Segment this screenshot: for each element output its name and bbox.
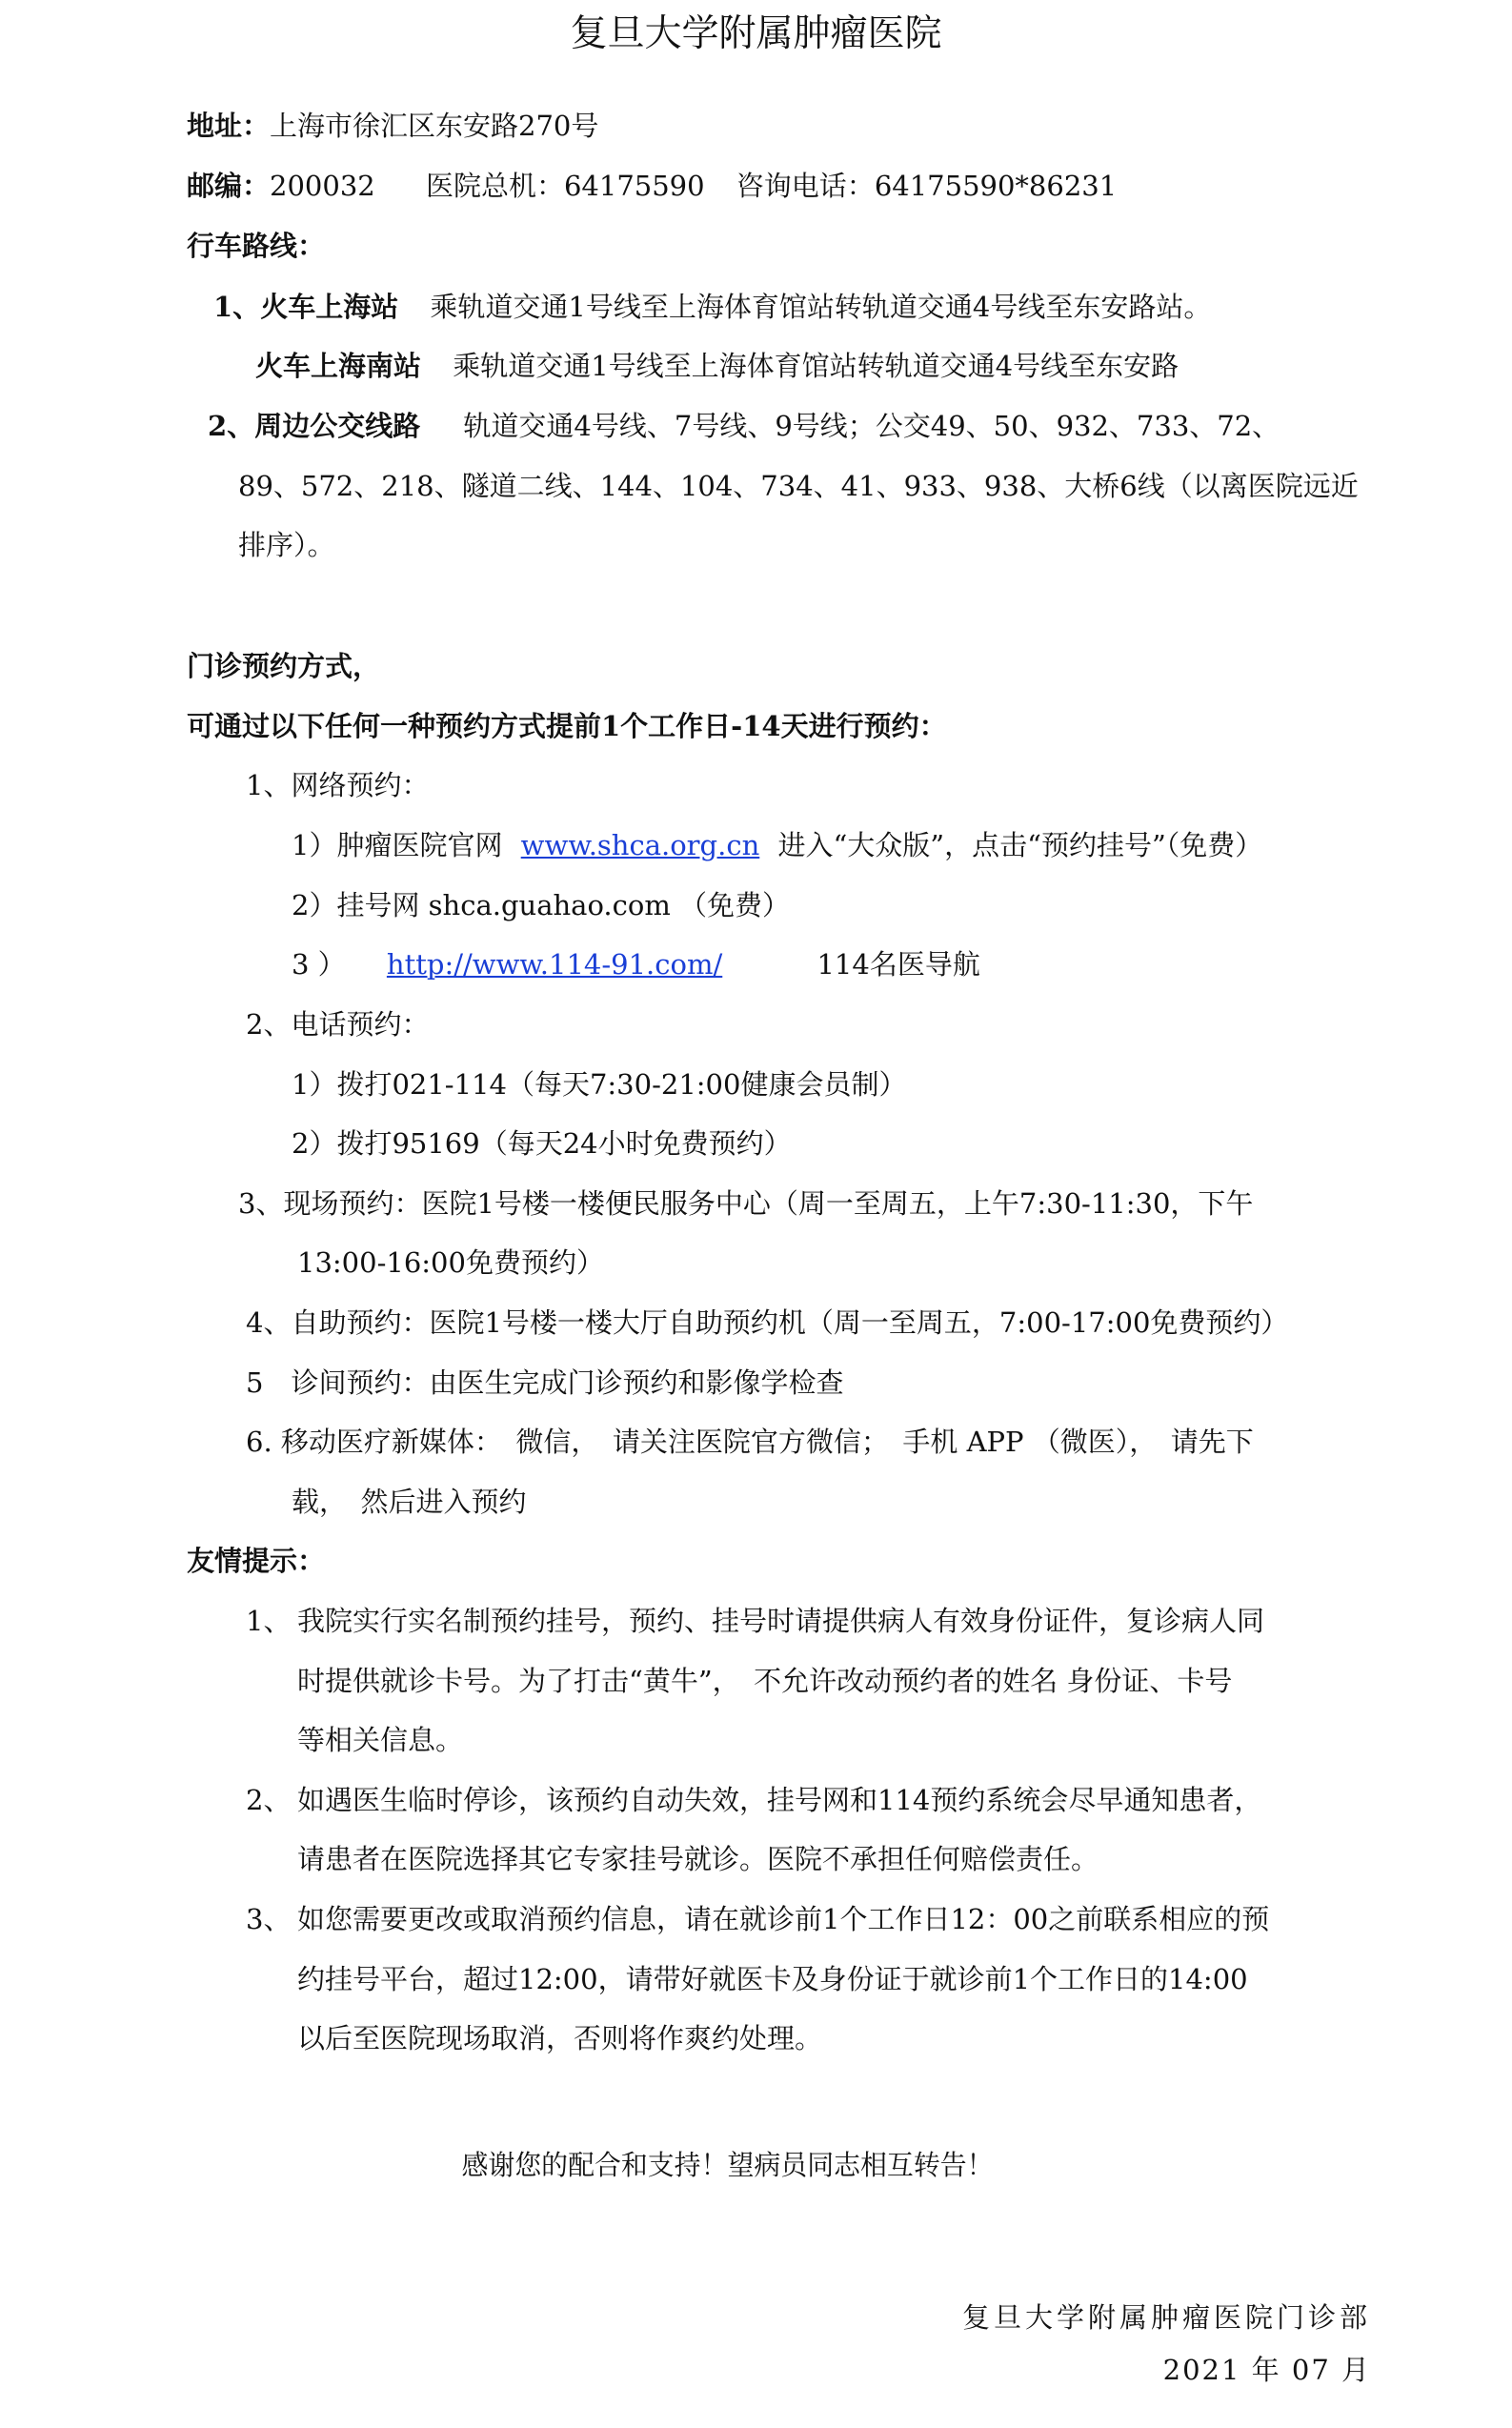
route-item-2-line1: 轨道交通4号线、7号线、9号线；公交49、50、932、733、72、 [463,410,1280,442]
booking-subheading: 可通过以下任何一种预约方式提前1个工作日-14天进行预约： [187,710,947,742]
address-label: 地址： [187,110,271,142]
hotline-value: 64175590*86231 [874,170,1118,202]
online-booking-title: 1、网络预约： [246,769,430,801]
route-item-1b-text: 乘轨道交通1号线至上海体育馆站转轨道交通4号线至东安路 [453,350,1179,382]
switchboard-label: 医院总机： [425,170,564,202]
address-line [187,108,598,144]
thanks-message: 感谢您的配合和支持！望病员同志相互转告！ [461,2149,994,2181]
route-item-2-label: 周边公交线路 [254,410,421,442]
route-item-1-station: 火车上海站 [260,291,399,323]
route-item-1-prefix: 1、 [213,291,261,323]
tip-3-line2: 约挂号平台，超过12:00，请带好就医卡及身份证于就诊前1个工作日的14:00 [297,1963,1248,1995]
self-service-booking: 4、自助预约：医院1号楼一楼大厅自助预约机（周一至周五，7:00-17:00免费预约） [246,1306,1289,1339]
tip-2-line1: 如遇医生临时停诊，该预约自动失效，挂号网和114预约系统会尽早通知患者， [297,1784,1262,1816]
online-item-2: 2）挂号网 shca.guahao.com （免费） [292,889,791,921]
tip-1-line3: 等相关信息。 [297,1724,464,1756]
consult-booking: 5 诊间预约：由医生完成门诊预约和影像学检查 [246,1366,844,1399]
online-item-1 [292,827,1262,863]
mobile-booking-line1: 6. 移动医疗新媒体： 微信， 请关注医院官方微信； 手机 APP （微医）， 请先下 [246,1426,1254,1458]
mobile-booking-line2: 载， 然后进入预约 [292,1486,527,1518]
online-item-1-prefix: 1）肿瘤医院官网 [292,829,503,861]
online-item-3-suffix: 114名医导航 [816,948,980,981]
tip-2-prefix: 2、 [246,1784,292,1816]
signature-department: 复旦大学附属肿瘤医院门诊部 [961,2301,1371,2334]
online-item-3 [292,946,980,982]
postcode-value: 200032 [270,170,375,202]
contact-line [187,168,1117,204]
postcode-label: 邮编： [187,170,271,202]
route-item-2 [208,408,1280,444]
tip-1-line1: 我院实行实名制预约挂号，预约、挂号时请提供病人有效身份证件，复诊病人同 [297,1605,1265,1637]
phone-booking-title: 2、电话预约： [246,1008,430,1041]
tip-1-line2: 时提供就诊卡号。为了打击“黄牛”， 不允许改动预约者的姓名 身份证、卡号 [297,1665,1233,1697]
route-item-2-line2: 89、572、218、隧道二线、144、104、734、41、933、938、大桥6线（以离医院远近 [238,470,1359,502]
hotline-label: 咨询电话： [736,170,875,202]
hospital-website-link[interactable]: www.shca.org.cn [520,829,760,861]
page-title: 复旦大学附属肿瘤医院 [570,12,942,55]
tip-3-prefix: 3、 [246,1903,292,1935]
route-item-1b [255,348,1179,384]
route-item-1 [213,289,1211,325]
switchboard-value: 64175590 [563,170,705,202]
booking-heading: 门诊预约方式， [187,650,381,682]
route-item-2-prefix: 2、 [208,410,255,442]
route-item-2-line3: 排序）。 [238,529,335,561]
tips-heading: 友情提示： [187,1545,326,1577]
tip-3-line3: 以后至医院现场取消，否则将作爽约处理。 [297,2022,823,2054]
onsite-booking-line1: 3、现场预约：医院1号楼一楼便民服务中心（周一至周五，上午7:30-11:30，下午 [238,1187,1254,1220]
signature-date: 2021 年 07 月 [1162,2354,1371,2386]
route-heading: 行车路线： [187,230,326,262]
address-value: 上海市徐汇区东安路270号 [270,110,599,142]
phone-item-2: 2）拨打95169（每天24小时免费预约） [292,1127,792,1160]
tip-2-line2: 请患者在医院选择其它专家挂号就诊。医院不承担任何赔偿责任。 [297,1843,1099,1875]
online-item-1-suffix: 进入“大众版”，点击“预约挂号”（免费） [777,829,1263,861]
onsite-booking-line2: 13:00-16:00免费预约） [297,1246,604,1279]
tip-3-line1: 如您需要更改或取消预约信息，请在就诊前1个工作日12：00之前联系相应的预 [297,1903,1270,1935]
route-item-1-text: 乘轨道交通1号线至上海体育馆站转轨道交通4号线至东安路站。 [430,291,1212,323]
tip-1-prefix: 1、 [246,1605,292,1637]
route-item-1b-station: 火车上海南站 [255,350,422,382]
online-item-3-prefix: 3 ） [292,948,346,981]
phone-item-1: 1）拨打021-114（每天7:30-21:00健康会员制） [292,1068,907,1101]
guide-114-link[interactable]: http://www.114-91.com/ [386,948,723,981]
